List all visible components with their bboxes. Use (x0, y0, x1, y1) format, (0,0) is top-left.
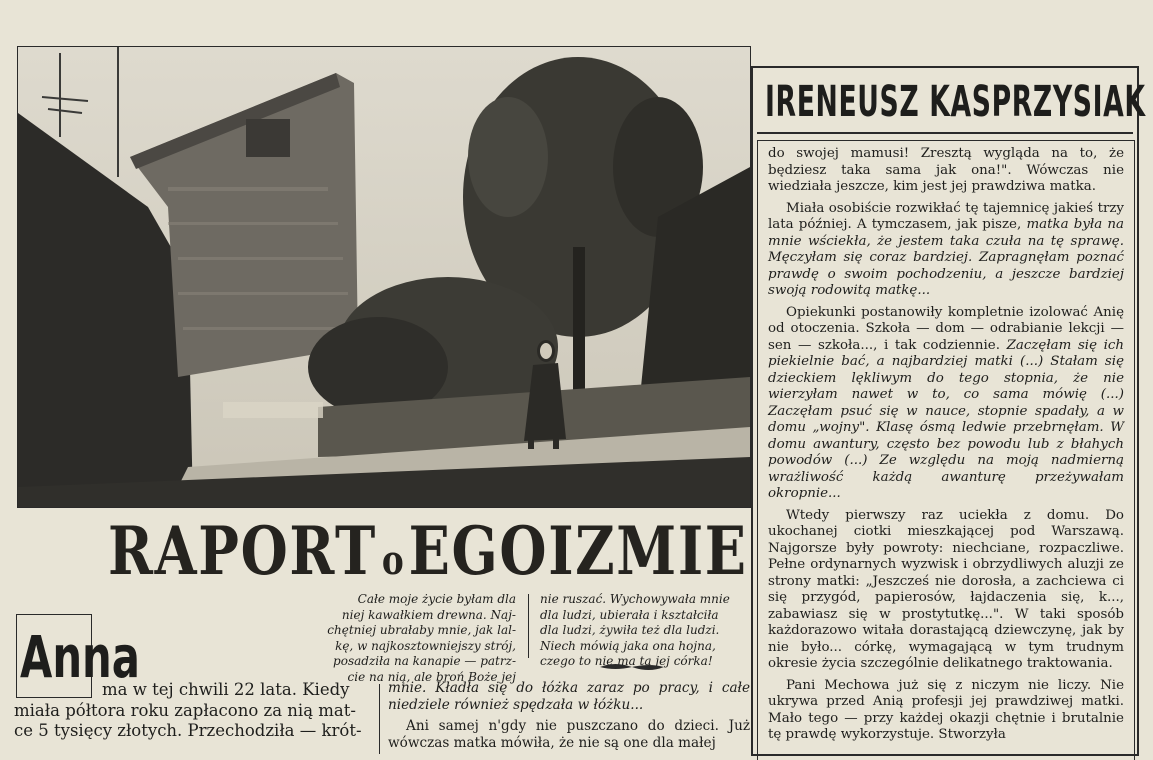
right-column-text (768, 146, 1124, 749)
left-line: miała półtora roku zapłacono za nią mat- (14, 700, 356, 720)
right-paragraph-3: Opiekunki postanowiły kompletnie izolować Anię od otoczenia. Szkoła — dom — odrabianie lekcji — sen — szkoła..., i tak codziennie. Zaczęłam się ich piekielnie bać, a najbardziej matki (...) Stałam się dzieckiem lękliwym do tego stopnia, że nie wierzyłam nawet w to, co sama mówię (...) Zaczęłam psuć się w nauce, stopnie spadały, a w domu „wojny". Klasę ósmą ledwie przebrnęłam. W domu awantury, często bez powodu lub z błahych powodów (...) Ze względu na moją nadmierną wrażliwość każdą awanturę przeżywałam okropnie... (768, 304, 1124, 501)
article-photo (17, 46, 751, 508)
quote-divider (528, 594, 529, 658)
author-rule (757, 132, 1133, 134)
pull-quote-right (540, 592, 750, 670)
quote-line: posadziła na kanapie — patrz- (333, 654, 516, 668)
quote-line: czego to nie ma ta jej córka! (540, 654, 713, 668)
quote-line: cie na nią, ale broń Boże jej (347, 669, 516, 684)
quote-line: Całe moje życie byłam dla (357, 592, 516, 606)
left-line: ce 5 tysięcy złotych. Przechodziła — krót- (14, 721, 362, 740)
quote-line: niej kawałkiem drewna. Naj- (341, 607, 516, 622)
quote-line: nie ruszać. Wychowywała mnie (540, 592, 730, 606)
pull-quote-left (306, 592, 516, 685)
quote-line: kę, w najkosztowniejszy strój, (335, 638, 516, 653)
quote-line: chętniej ubrałaby mnie, jak lal- (327, 623, 516, 637)
middle-paragraph-1: mnie. Kładła się do łóżka zaraz po pracy, i całe niedziele również spędzała w łóżku... (388, 680, 750, 713)
middle-paragraph-2: Ani samej n'gdy nie puszczano do dzieci. Już wówczas matka mówiła, że nie są one dla małej (388, 718, 750, 751)
author-name: IRENEUSZ KASPRZYSIAK (765, 77, 1146, 127)
middle-column-text (388, 680, 750, 756)
quote-line: dla ludzi, żywiła też dla ludzi. (540, 623, 720, 637)
name-label: Anna (20, 623, 140, 691)
column-rule (379, 684, 380, 754)
right-paragraph-4: Wtedy pierwszy raz uciekła z domu. Do ukochanej ciotki mieszkającej pod Warszawą. Najgorsze były powroty: niechciane, rozpaczliwe. Pełne ordynarnych wyzwisk i obrzydliwych aluzji ze strony matki: „Jeszcześ nie dorosła, a zachciewa ci się przygód, papierosów, łajdaczenia się, k..., zabawiasz się w prostytutkę...". W taki sposób każdorazowo witała dorastającą dziewczynę, jak by nie było... córkę, wymagającą w tym trudnym okresie życia szczególnie delikatnego traktowania. (768, 507, 1124, 671)
right-paragraph-2: Miała osobiście rozwikłać tę tajemnicę jakieś trzy lata później. A tymczasem, jak pisze, matka była na mnie wściekła, że jestem taka czuła na tę sprawę. Męczyłam się coraz bardziej. Zapragnęłam poznać prawdę o swoim pochodzeniu, a jeszcze bardziej swoją rodowitą matkę... (768, 200, 1125, 298)
headline (108, 512, 813, 590)
right-paragraph-1: do swojej mamusi! Zresztą wygląda na to, że będziesz taka sama jak ona!". Wówczas nie wiedziała jeszcze, kim jest jej prawdziwa matka. (768, 146, 1124, 194)
headline-word-1: RAPORT (108, 512, 377, 590)
left-column-text (14, 680, 376, 742)
quote-line: dla ludzi, ubierała i kształciła (540, 607, 719, 622)
quote-line: Niech mówią jaka ona hojna, (540, 638, 716, 653)
ornament-icon (598, 660, 666, 674)
right-paragraph-5: Pani Mechowa już się z niczym nie liczy. Nie ukrywa przed Anią profesji jej prawdziwej matki. Mało tego — przy każdej okazji chętnie i brutalnie tę prawdę wykorzystuje. Stworzyła (768, 677, 1124, 742)
headline-word-2: EGOIZMIE (408, 512, 748, 590)
left-line: ma w tej chwili 22 lata. Kiedy (102, 680, 350, 699)
headline-connector: o (381, 537, 404, 584)
